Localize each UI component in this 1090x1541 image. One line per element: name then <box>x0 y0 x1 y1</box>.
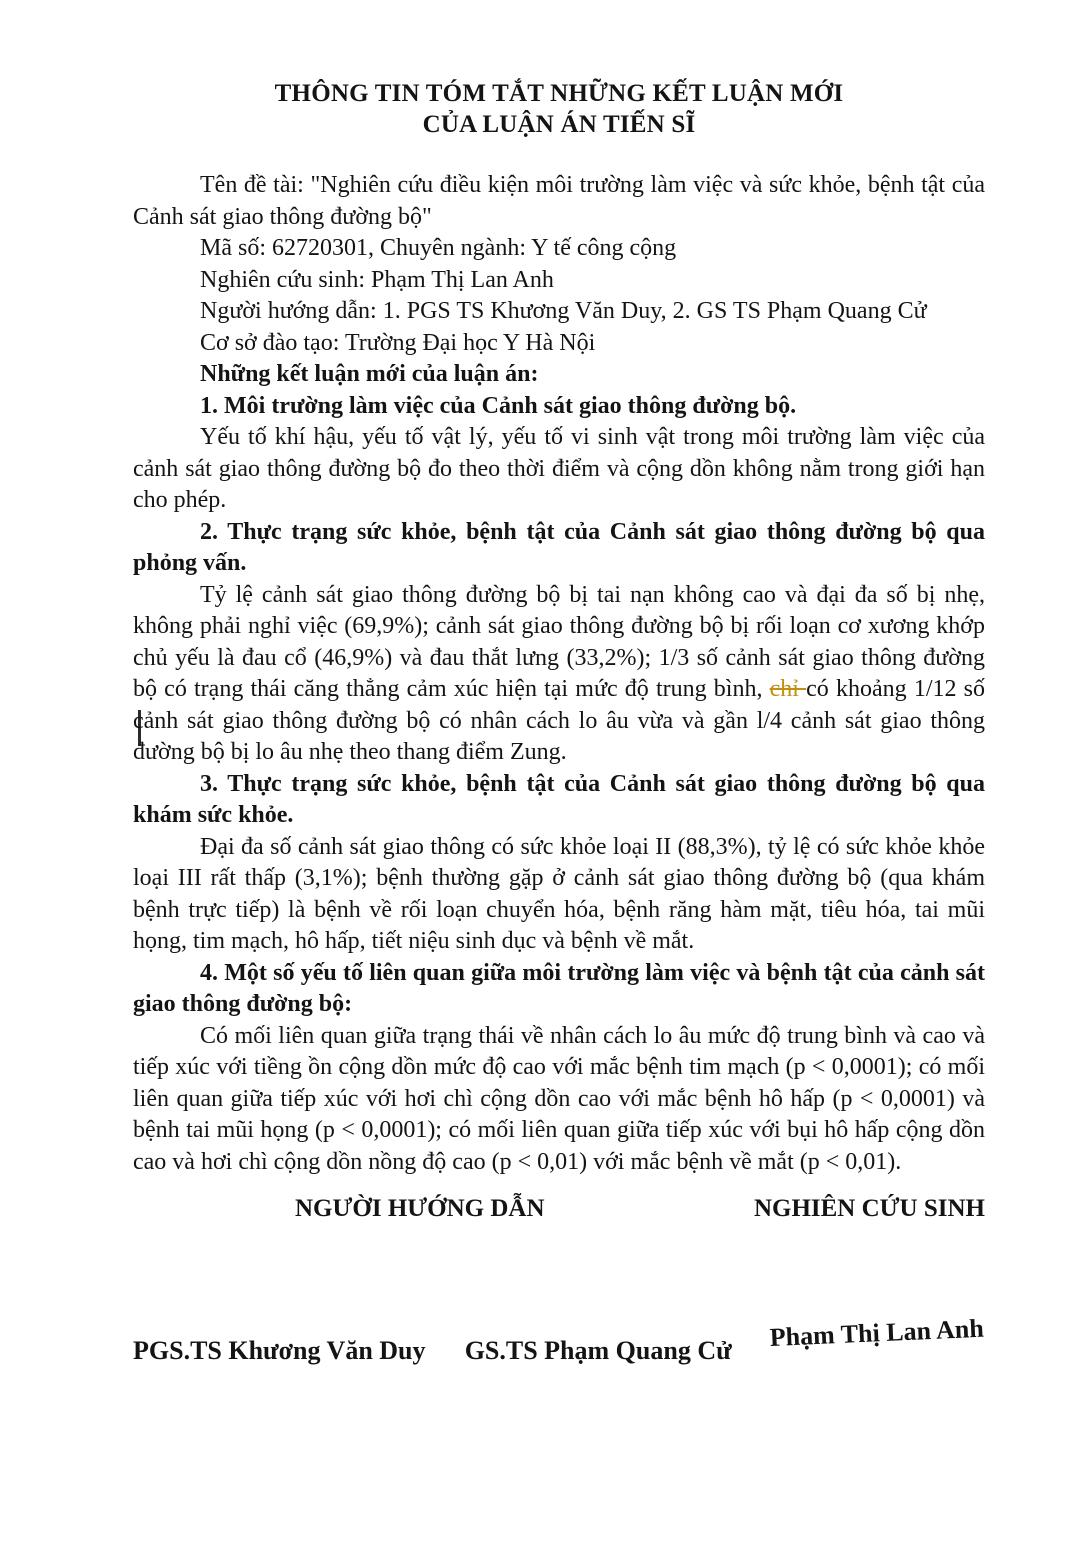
new-conclusions-heading: Những kết luận mới của luận án: <box>200 361 539 387</box>
supervisors-line: Người hướng dẫn: 1. PGS TS Khương Văn Duy, 2. GS TS Phạm Quang Cử <box>200 298 927 324</box>
section-2-heading: 2. Thực trạng sức khỏe, bệnh tật của Cảnh sát giao thông đường bộ qua phỏng vấn. <box>133 518 985 576</box>
phd-candidate-line: Nghiên cứu sinh: Phạm Thị Lan Anh <box>200 266 554 293</box>
section-4-heading: 4. Một số yếu tố liên quan giữa môi trường làm việc và bệnh tật của cảnh sát giao thông đường bộ: <box>133 959 985 1017</box>
signature-names-row <box>133 1313 985 1366</box>
supervisor-1-name: PGS.TS Khương Văn Duy <box>133 1336 426 1365</box>
section-2-paragraph <box>133 580 985 769</box>
section-1-heading: 1. Môi trường làm việc của Cảnh sát giao thông đường bộ. <box>200 392 797 419</box>
candidate-sign-heading: NGHIÊN CỨU SINH <box>753 1195 985 1222</box>
section-1-paragraph: Yếu tố khí hậu, yếu tố vật lý, yếu tố vi sinh vật trong môi trường làm việc của cảnh sát giao thông đường bộ đo theo thời điểm và cộng dồn không nằm trong giới hạn cho phép. <box>133 424 985 513</box>
training-institution-line: Cơ sở đào tạo: Trường Đại học Y Hà Nội <box>200 329 596 356</box>
section-2-text-before: Tỷ lệ cảnh sát giao thông đường bộ bị tai nạn không cao và đại đa số bị nhẹ, không phải nghỉ việc (69,9%); cảnh sát giao thông đường bộ bị rối loạn cơ xương khớp chủ yếu là đau cổ (46,9%) và đau thắt lưng (33,2%); 1/3 số cảnh sát giao thông đường bộ có trạng thái căng thẳng cảm xúc hiện tại mức độ trung bình, <box>133 581 985 702</box>
signature-headings-row <box>133 1194 985 1224</box>
doc-title-line-1: THÔNG TIN TÓM TẮT NHỮNG KẾT LUẬN MỚI <box>274 80 844 107</box>
candidate-name: Phạm Thị Lan Anh <box>768 1313 985 1353</box>
supervisor-sign-heading: NGƯỜI HƯỚNG DẪN <box>295 1195 545 1222</box>
section-3-paragraph: Đại đa số cảnh sát giao thông có sức khỏe loại II (88,3%), tỷ lệ có sức khỏe khỏe loại III rất thấp (3,1%); bệnh thường gặp ở cảnh sát giao thông đường bộ (qua khám bệnh trực tiếp) là bệnh về rối loạn chuyển hóa, bệnh răng hàm mặt, tiêu hóa, tai mũi họng, tim mạch, hô hấp, tiết niệu sinh dục và bệnh về mắt. <box>133 833 985 954</box>
supervisor-2-name: GS.TS Phạm Quang Cử <box>464 1336 732 1365</box>
section-2-text-after: có khoảng 1/12 số cảnh sát giao thông đường bộ có nhân cách lo âu vừa và gần l/4 cảnh sát giao thông đường bộ bị lo âu nhẹ theo thang điểm Zung. <box>133 676 986 765</box>
section-3-heading: 3. Thực trạng sức khỏe, bệnh tật của Cảnh sát giao thông đường bộ qua khám sức khỏe. <box>133 770 985 828</box>
section-4-paragraph: Có mối liên quan giữa trạng thái về nhân cách lo âu mức độ trung bình và cao và tiếp xúc với tiềng ồn cộng dồn mức độ cao với mắc bệnh tim mạch (p < 0,0001); có mối liên quan giữa tiếp xúc với hơi chì cộng dồn cao với mắc bệnh hô hấp (p < 0,0001) và bệnh tai mũi họng (p < 0,0001); có mối liên quan giữa tiếp xúc với bụi hô hấp cộng dồn cao và hơi chì cộng dồn nồng độ cao (p < 0,01) với mắc bệnh về mắt (p < 0,01). <box>133 1022 985 1175</box>
deleted-word: chỉ <box>769 676 807 702</box>
document-content <box>133 78 985 1366</box>
document-body <box>133 170 985 1366</box>
doc-title-line-2: CỦA LUẬN ÁN TIẾN SĨ <box>422 111 696 138</box>
thesis-topic-line: Tên đề tài: "Nghiên cứu điều kiện môi trường làm việc và sức khỏe, bệnh tật của Cảnh sát giao thông đường bộ" <box>133 172 985 230</box>
document-title <box>133 78 985 140</box>
code-specialty-line: Mã số: 62720301, Chuyên ngành: Y tế công cộng <box>200 235 677 261</box>
